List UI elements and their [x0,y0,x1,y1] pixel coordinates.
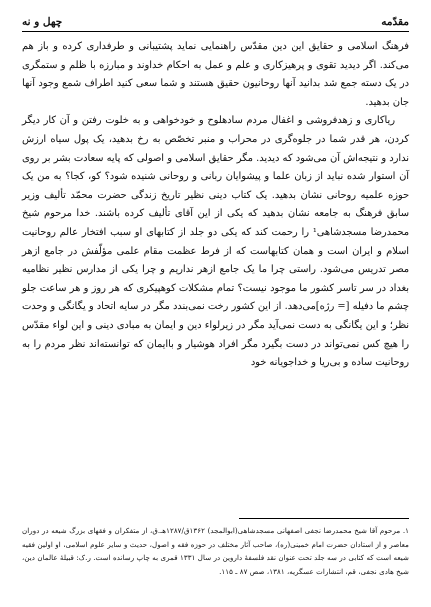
page-number: چهل و نه [22,16,63,28]
header-rule [22,31,409,32]
footnote-text: ۱. مرحوم آقا شیخ محمدرضا نجفی اصفهانی مسجدشاهی(ابوالمجد) ۱۳۶۲ق/۱۲۸۷هـ.ق، از متفکران و فقهای بزرگ شیعه در دوران معاصر و از استادان حضرت امام خمینی(ره)، صاحب آثار مختلف در حوزه فقه و اصول، حدیث و سایر علوم اسلامی، او اولین فقیه شیعه است که کتابی در سه جلد تحت عنوان نقد فلسفهٔ داروین در سال ۱۳۳۱ قمری به چاپ رسانده است. ر.ک: قبیلهٔ عالمان دین، شیخ هادی نجفی، قم، انتشارات عسگریه، ۱۳۸۱، صص ۸۷ ـ ۱۱۵. [22,526,409,576]
footnote-rule [239,518,409,519]
page-header [22,8,409,28]
paragraph: ریاکاری و زهدفروشی و اغفال مردم سادهلوح و خودخواهی و به خلوت رفتن و آن کار دیگر کردن، هر قدر شما در جلوه‌گری در محراب و منبر تخصّص به رخ بدهید، یک پول سیاه ارزش ندارد و نتیجه‌اش آن می‌شود که دیدید. مگر حقایق اسلامی و اصولی که پایه سعادت بشر بر روی آن استوار شده نباید از زبان علما و پیشوایان ربانی و روحانی شنیده شود؟ کو، کجا؟ به من یک حوزه علمیه روحانی نشان بدهید. یک کتاب دینی نظیر تاریخ زندگی حضرت محمّد تألیف وزیر سابق فرهنگ به جامعه نشان بدهید که یکی از این آقای تألیف کرده باشند. خدا مرحوم شیخ محمدرضا مسجدشاهی¹ را رحمت کند که یکی دو جلد از کتابهای او سبب افتخار عالم روحانیت اسلام و ایران است و همان کتابهاست که از فرط عظمت مقام علمی مؤلّفش در جامع ازهر مصر تدریس می‌شود. راستی چرا ما یک جامع ازهر نداریم و چرا یکی از مدارس نظیر نظامیه بغداد در سر تاسر کشور ما موجود نیست؟ تمام مشکلات کوهپیکری که هر روز و هر ساعت جلو چشم ما دفیله [= رژه]می‌دهد. از این کشور رخت نمی‌بندد مگر در سایه اتحاد و یگانگی و وحدت نظر؛ و این یگانگی به دست نمی‌آید مگر در زیرلواء دین و ایمان به مبادی دینی و این لواء مقدّس را هیچ کس نمی‌تواند در دست بگیرد مگر افراد هوشیار و باایمان که توانسته‌اند نظر مردم را به روحانیت ساده و بی‌ریا و خداجویانه خود [22,115,410,369]
paragraph: فرهنگ اسلامی و حقایق این دین مقدّس راهنمایی نماید پشتیبانی و طرفداری کرده و باز هم می‌کند. اگر دیدید تقوی و پرهیزکاری و علم و عمل به احکام خداوند و مبارزه با ظلم و ستمگری در یک دسته جمع شد بدانید آنها روحانیون حقیق هستند و شما سعی کنید اطراف شمع وجود آنها جان بدهید. [22,41,409,108]
running-title: مقدّمه [381,16,409,28]
footnote [22,524,409,578]
body-text [22,38,409,373]
